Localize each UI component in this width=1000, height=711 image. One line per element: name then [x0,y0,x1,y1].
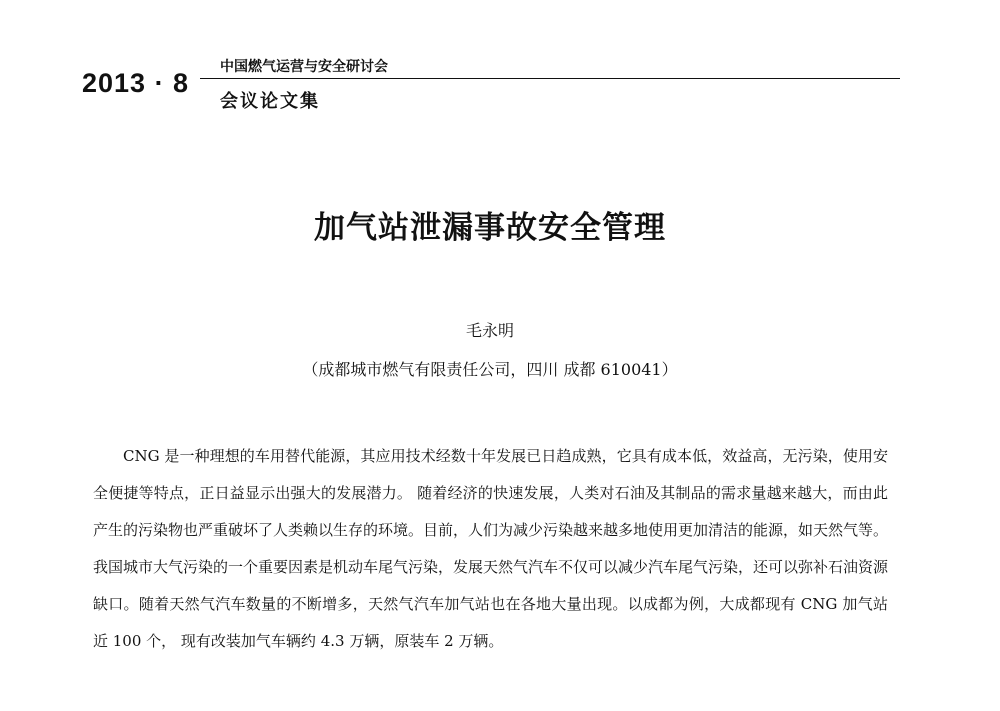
header-conference-name: 中国燃气运营与安全研讨会 [220,59,388,75]
header-rule [200,78,900,79]
paper-affiliation: （成都城市燃气有限责任公司，四川 成都 610041） [302,360,678,379]
header-proceedings: 会议论文集 [220,91,320,112]
header-year-issue: 2013 · 8 [82,68,190,98]
paper-author: 毛永明 [465,321,514,340]
paper-title: 加气站泄漏事故安全管理 [314,210,666,246]
body-paragraph: CNG 是一种理想的车用替代能源，其应用技术经数十年发展已日趋成熟，它具有成本低，效益高，无污染，使用安全便捷等特点，正日益显示出强大的发展潜力。 随着经济的快速发展，人类对石油及其制品的需求量越来越大，而由此产生的污染物也严重破坏了人类赖以生存的环境。目前，人们为减少污染越来越多地使用更加清洁的能源，如天然气等。我国城市大气污染的一个重要因素是机动车尾气污染，发展天然气汽车不仅可以减少汽车尾气污染，还可以弥补石油资源缺口。随着天然气汽车数量的不断增多，天然气汽车加气站也在各地大量出现。以成都为例，大成都现有 CNG 加气站 近 100 个， 现有改装加气车辆约 4.3 万辆，原装车 2 万辆。 [93,447,889,650]
running-header [0,0,1000,140]
